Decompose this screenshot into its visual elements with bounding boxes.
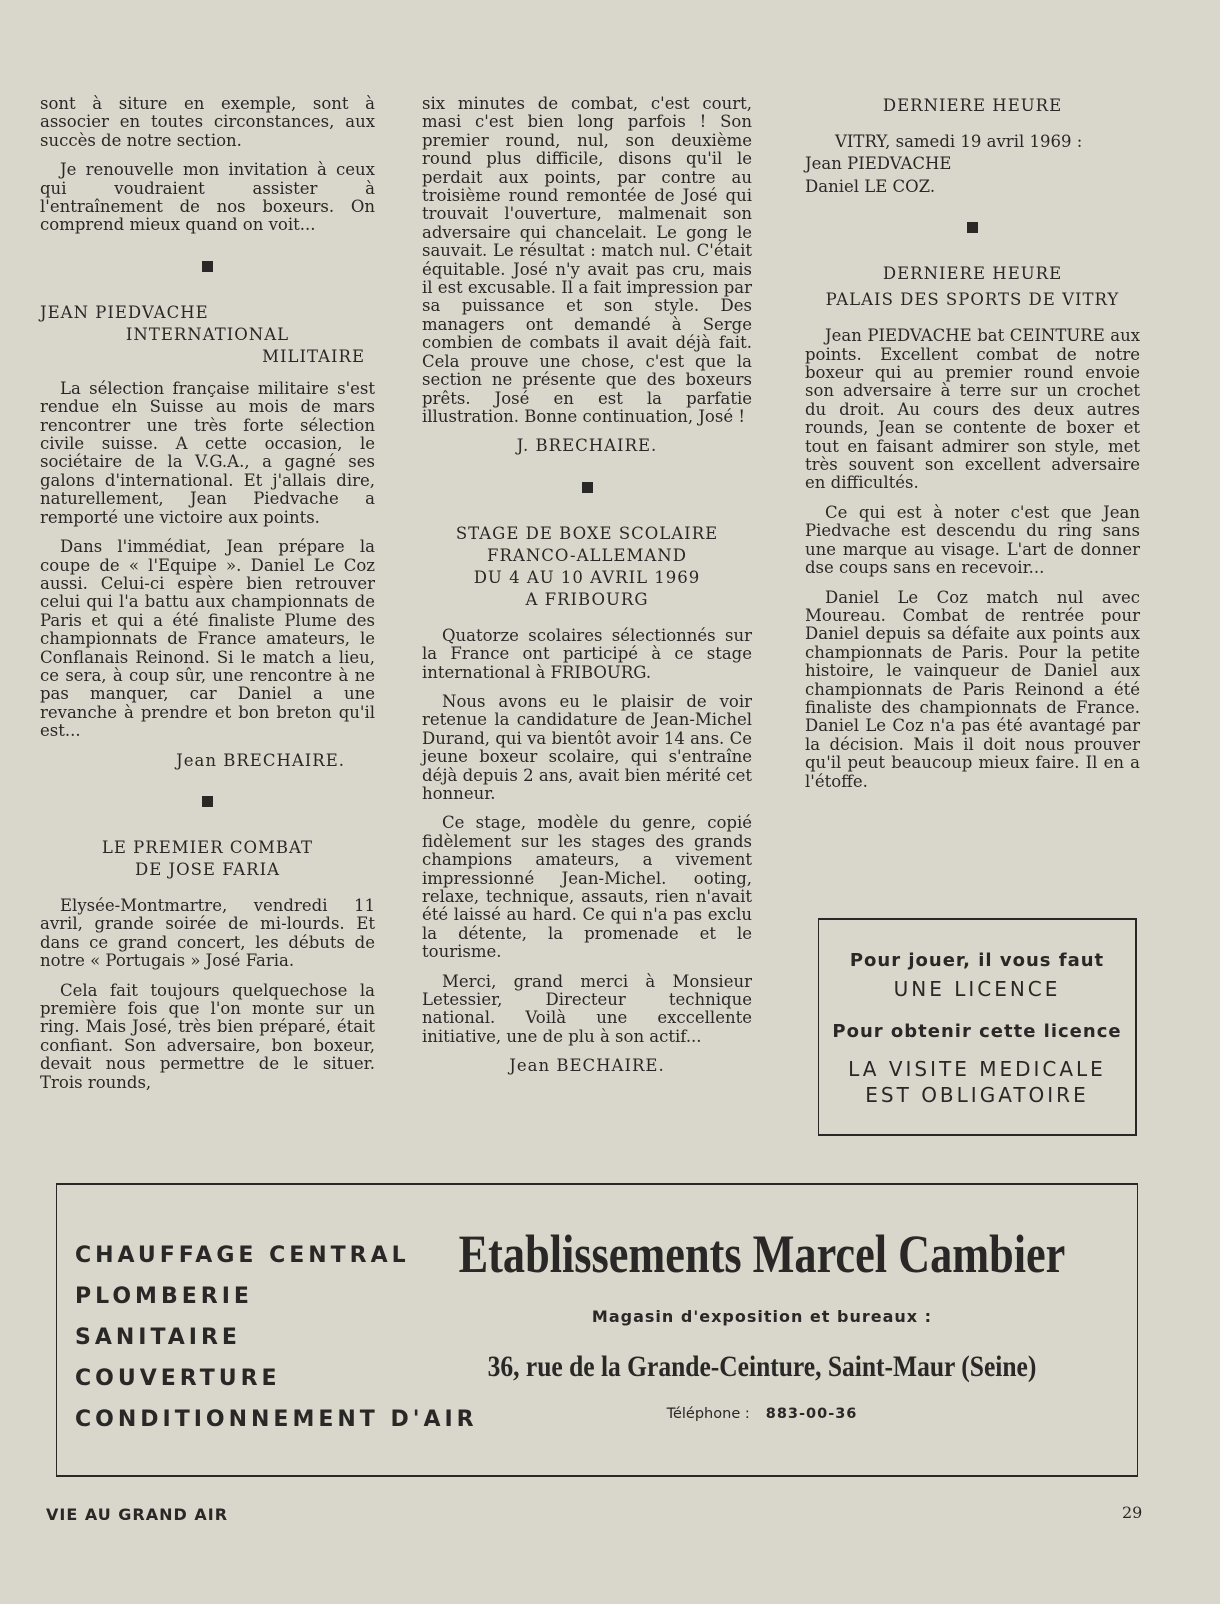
text-line: Jean PIEDVACHE bbox=[805, 154, 952, 174]
ad-address: 36, rue de la Grande-Ceinture, Saint-Maur (Seine) bbox=[487, 1350, 1037, 1383]
advertisement-cambier bbox=[56, 1183, 1138, 1477]
signature: J. BRECHAIRE. bbox=[516, 436, 658, 456]
paragraph: Daniel Le Coz match nul avec Moureau. Combat de rentrée pour Daniel depuis sa défaite aux points aux championnats de Paris. Pour la petite histoire, le vainqueur de Daniel aux championnats de Paris Reinond a été finaliste des championnats de France. Daniel Le Coz n'a pas été avantagé par la décision. Mais il doit nous prouver qu'il peut beaucoup mieux faire. Il en a l'étoffe. bbox=[805, 587, 1140, 791]
page-number: 29 bbox=[1122, 1503, 1143, 1522]
heading-palais-des-sports: DERNIERE HEURE PALAIS DES SPORTS DE VITRY bbox=[825, 264, 1120, 310]
column-1 bbox=[40, 95, 375, 1103]
article-heading-piedvache: JEAN PIEDVACHE INTERNATIONAL MILITAIRE bbox=[40, 302, 365, 366]
column-3 bbox=[805, 95, 1140, 802]
section-separator-icon bbox=[202, 796, 213, 807]
ad-subtitle: Magasin d'exposition et bureaux : bbox=[591, 1307, 933, 1326]
ad-company-name: Etablissements Marcel Cambier bbox=[458, 1224, 1066, 1284]
paragraph: Quatorze scolaires sélectionnés sur la France ont participé à ce stage international à FRIBOURG. bbox=[422, 625, 752, 682]
licence-line: Pour obtenir cette licence bbox=[832, 1021, 1122, 1042]
paragraph: Ce qui est à noter c'est que Jean Piedvache est descendu du ring sans une marque au visage. L'art de donner dse coups sans en recevoir... bbox=[805, 502, 1140, 578]
ad-service: CONDITIONNEMENT D'AIR bbox=[75, 1407, 478, 1432]
licence-line: LA VISITE MEDICALE EST OBLIGATOIRE bbox=[848, 1057, 1106, 1107]
article-heading-faria: LE PREMIER COMBAT DE JOSE FARIA bbox=[101, 837, 314, 879]
licence-notice-box bbox=[818, 918, 1137, 1136]
magazine-name: VIE AU GRAND AIR bbox=[46, 1505, 229, 1524]
licence-line: Pour jouer, il vous faut bbox=[849, 950, 1105, 971]
licence-line: UNE LICENCE bbox=[893, 977, 1061, 1001]
signature: Jean BECHAIRE. bbox=[509, 1056, 665, 1076]
ad-service: PLOMBERIE bbox=[75, 1284, 253, 1309]
ad-service: COUVERTURE bbox=[75, 1366, 281, 1391]
paragraph: Jean PIEDVACHE bat CEINTURE aux points. Excellent combat de notre boxeur qui au premier round envoie son adversaire à terre sur un crochet du droit. Au cours des deux autres rounds, Jean se contente de boxer et tout en faisant admirer son style, met très souvent son excellent adversaire en difficultés. bbox=[805, 326, 1140, 493]
section-separator-icon bbox=[582, 482, 593, 493]
section-separator-icon bbox=[202, 261, 213, 272]
column-2 bbox=[422, 95, 752, 1092]
ad-service: SANITAIRE bbox=[75, 1325, 241, 1350]
paragraph: Dans l'immédiat, Jean prépare la coupe de « l'Equipe ». Daniel Le Coz aussi. Celui-ci espère bien retrouver celui qui l'a battu aux championnats de Paris et qui a été finaliste Plume des championnats de France amateurs, le Conflanais Reinond. Si le match a lieu, ce sera, à coup sûr, une rencontre à ne pas manquer, car Daniel a une revanche à prendre et bon breton qu'il est... bbox=[40, 537, 375, 741]
paragraph: sont à siture en exemple, sont à associer en toutes circonstances, aux succès de notre section. bbox=[40, 94, 375, 150]
article-heading-stage: STAGE DE BOXE SCOLAIRE FRANCO-ALLEMAND DU 4 AU 10 AVRIL 1969 A FRIBOURG bbox=[455, 523, 719, 609]
ad-phone: Téléphone : 883-00-36 bbox=[666, 1406, 858, 1422]
text-line: VITRY, samedi 19 avril 1969 : bbox=[835, 132, 1083, 151]
paragraph: Je renouvelle mon invitation à ceux qui voudraient assister à l'entraînement de nos boxeurs. On comprend mieux quand on voit... bbox=[40, 160, 375, 235]
paragraph: Elysée-Montmartre, vendredi 11 avril, grande soirée de mi-lourds. Et dans ce grand concert, les débuts de notre « Portugais » José Faria. bbox=[40, 895, 375, 971]
text-line: Daniel LE COZ. bbox=[805, 176, 936, 196]
heading-derniere-heure: DERNIERE HEURE bbox=[882, 96, 1063, 115]
paragraph: Cela fait toujours quelquechose la première fois que l'on monte sur un ring. Mais José, très bien préparé, était confiant. Son adversaire, bon boxeur, devait nous permettre de le situer. Trois rounds, bbox=[40, 980, 375, 1092]
paragraph: La sélection française militaire s'est rendue eln Suisse au mois de mars rencontrer une très forte sélection civile suisse. A cette occasion, le sociétaire de la V.G.A., a gagné ses galons d'international. Et j'allais dire, naturellement, Jean Piedvache a remporté une victoire aux points. bbox=[40, 378, 375, 527]
ad-company-block bbox=[387, 1185, 1137, 1422]
section-separator-icon bbox=[967, 222, 978, 233]
paragraph: Nous avons eu le plaisir de voir retenue la candidature de Jean-Michel Durand, qui va bientôt avoir 14 ans. Ce jeune boxeur scolaire, qui s'entraîne déjà depuis 2 ans, avait bien mérité cet honneur. bbox=[422, 691, 752, 803]
ad-service: CHAUFFAGE CENTRAL bbox=[75, 1243, 410, 1268]
signature: Jean BRECHAIRE. bbox=[176, 750, 345, 770]
paragraph: six minutes de combat, c'est court, masi c'est bien long parfois ! Son premier round, nul, son deuxième round plus difficile, disons qu'il le perdait aux points, par contre au troisième round remontée de José qui trouvait l'ouverture, malmenait son adversaire qui chancelait. Le gong le sauvait. Le résultat : match nul. C'était équitable. José n'y avait pas cru, mais il est excusable. Il a fait impression par sa puissance et son style. Des managers ont demandé à Serge combien de combats il avait déjà fait. Cela prouve une chose, c'est que la section ne présente que des boxeurs prêts. José en est la parfatie illustration. Bonne continuation, José ! bbox=[422, 94, 752, 426]
paragraph: Ce stage, modèle du genre, copié fidèlement sur les stages des grands champions amateurs, a vivement impressionné Jean-Michel. ooting, relaxe, technique, assauts, rien n'avait été laissé au hard. Ce qui n'a pas exclu la détente, la promenade et le tourisme. bbox=[422, 813, 752, 962]
paragraph: Merci, grand merci à Monsieur Letessier, Directeur technique national. Voilà une exccellente initiative, une de plu à son actif... bbox=[422, 971, 752, 1046]
